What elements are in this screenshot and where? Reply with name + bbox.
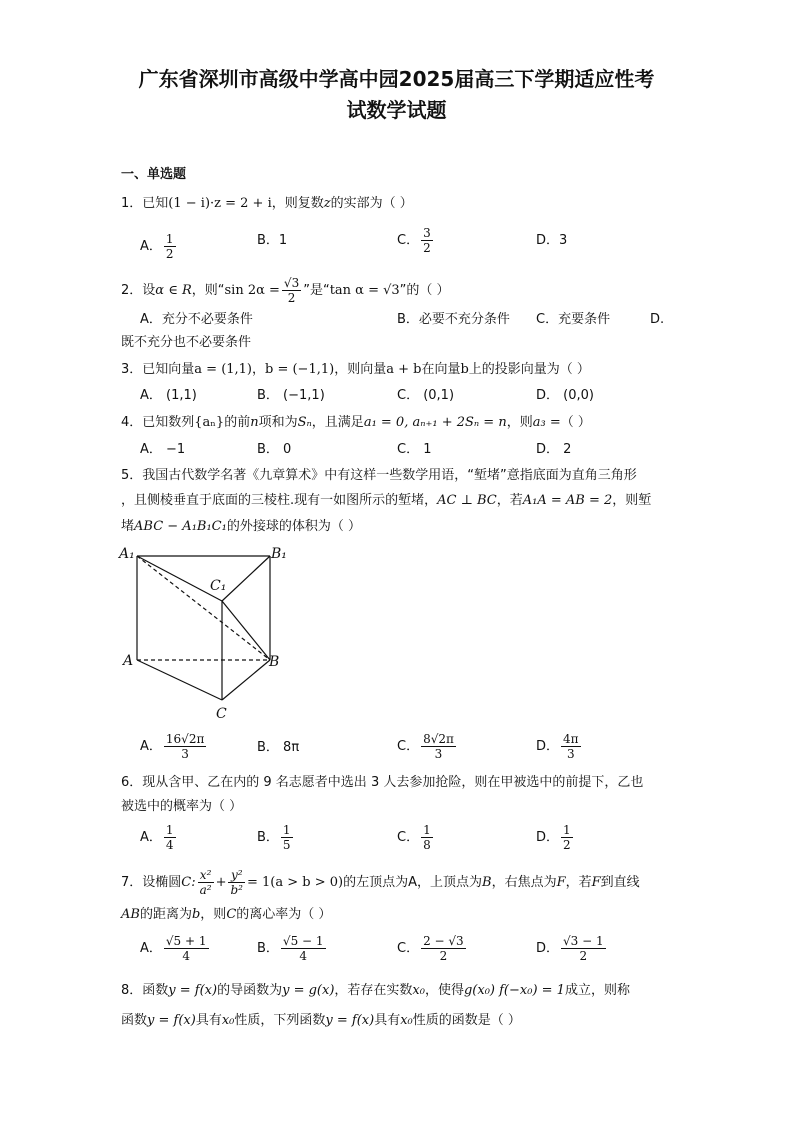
question-2-stem: 2．设α ∈ R，则“sin 2α = $\frac{√3}{2}$ ”是“tan α = √3”的（ ）: [121, 276, 450, 305]
q5-option-d: D． $\frac{4\pi}{3}$: [536, 732, 579, 761]
q6-option-d: D． $\frac{1}{2}$: [536, 823, 571, 852]
q1-option-b: B．1: [257, 233, 288, 248]
q6-option-b: B． $\frac{1}{5}$: [257, 823, 291, 852]
q5-option-b: B． 8π: [257, 740, 300, 755]
q4-option-b: B． 0: [257, 442, 292, 457]
question-6-line2: 被选中的概率为（ ）: [121, 799, 243, 814]
q2-option-d: D.: [650, 312, 665, 327]
question-8-line2: 函数y = f(x)具有x₀性质，下列函数y = f(x)具有x₀性质的函数是（ ）: [121, 1013, 521, 1028]
label-c1: C₁: [210, 578, 227, 594]
edge-ac: [137, 660, 222, 700]
q1-option-c: C． $\frac{3}{2}$: [397, 226, 431, 255]
q2-option-b: B．必要不充分条件: [397, 312, 510, 327]
q1-text: 的实部为（ ）: [330, 196, 413, 211]
question-4-stem: 4．已知数列{aₙ}的前n项和为Sₙ，且满足a₁ = 0, aₙ₊₁ + 2Sₙ = n，则a₃ =（ ）: [121, 415, 591, 430]
q4-option-d: D． 2: [536, 442, 572, 457]
q1-text: ，则复数: [271, 196, 324, 211]
q7-option-a: A． $\frac{√5 + 1}{4}$: [140, 934, 207, 963]
q2-option-d-text: 既不充分也不必要条件: [121, 335, 252, 350]
section-heading: 一、单选题: [121, 167, 187, 182]
q3-option-c: C． (0,1): [397, 388, 455, 403]
q1-option-a: A． $\frac{1}{2}$: [140, 232, 174, 261]
q4-option-a: A． −1: [140, 442, 186, 457]
q6-option-a: A． $\frac{1}{4}$: [140, 823, 174, 852]
label-b: B: [269, 654, 280, 670]
edge-cb: [222, 660, 270, 700]
q1-text: 1．已知: [121, 196, 169, 211]
q1-math: (1 − i)·z = 2 + i: [168, 196, 272, 211]
exam-title-line2: 试数学试题: [346, 98, 447, 122]
q2-option-a: A．充分不必要条件: [140, 312, 253, 327]
edge-c1b1: [222, 556, 270, 601]
q1-math: z: [323, 196, 331, 211]
question-7-line2: AB的距离为b，则C的离心率为（ ）: [121, 907, 332, 922]
question-6-line1: 6．现从含甲、乙在内的 9 名志愿者中选出 3 人去参加抢险，则在甲被选中的前提下，乙也: [121, 775, 644, 790]
q3-option-b: B． (−1,1): [257, 388, 325, 403]
q7-option-d: D． $\frac{√3 - 1}{2}$: [536, 934, 604, 963]
q3-option-d: D． (0,0): [536, 388, 594, 403]
q5-option-a: A． $\frac{16√2\pi}{3}$: [140, 732, 205, 761]
q6-option-c: C． $\frac{1}{8}$: [397, 823, 431, 852]
q7-option-b: B． $\frac{√5 - 1}{4}$: [257, 934, 324, 963]
question-5-line3: 堵ABC − A₁B₁C₁的外接球的体积为（ ）: [121, 519, 361, 534]
q1-option-d: D．3: [536, 233, 568, 248]
q4-option-c: C． 1: [397, 442, 432, 457]
prism-figure: [115, 540, 295, 725]
q5-option-c: C． $\frac{8√2\pi}{3}$: [397, 732, 454, 761]
exam-title-line1: 广东省深圳市高级中学高中园2025届高三下学期适应性考: [138, 67, 655, 91]
question-5-line1: 5．我国古代数学名著《九章算术》中有这样一些数学用语，“堑堵”意指底面为直角三角形: [121, 468, 637, 483]
label-a1: A₁: [119, 546, 135, 562]
question-7-line1: 7．设椭圆C: $\frac{\text{x²}}{\text{a²}}$ + $\frac{\text{y²}}{\text{b²}}$ = 1(a > b > 0)的左顶点为A，上顶点为B，右焦点为F，若F到直线: [121, 868, 640, 897]
q7-option-c: C． $\frac{2 - √3}{2}$: [397, 934, 464, 963]
question-5-line2: ，且侧棱垂直于底面的三棱柱.现有一如图所示的堑堵，AC ⊥ BC，若A₁A = AB = 2，则堑: [121, 493, 652, 508]
label-a: A: [123, 653, 134, 669]
question-1-stem: [121, 195, 413, 213]
label-b1: B₁: [271, 546, 287, 562]
q2-option-c: C．充要条件: [536, 312, 611, 327]
question-3-stem: 3．已知向量a = (1,1)，b = (−1,1)，则向量a + b在向量b上的投影向量为（ ）: [121, 362, 590, 377]
edge-c1b: [222, 601, 270, 660]
edge-a1b-hidden: [137, 556, 270, 660]
question-8-line1: 8．函数y = f(x)的导函数为y = g(x)，若存在实数x₀，使得g(x₀) f(−x₀) = 1成立，则称: [121, 983, 630, 998]
q3-option-a: A． (1,1): [140, 388, 197, 403]
label-c: C: [216, 706, 227, 722]
